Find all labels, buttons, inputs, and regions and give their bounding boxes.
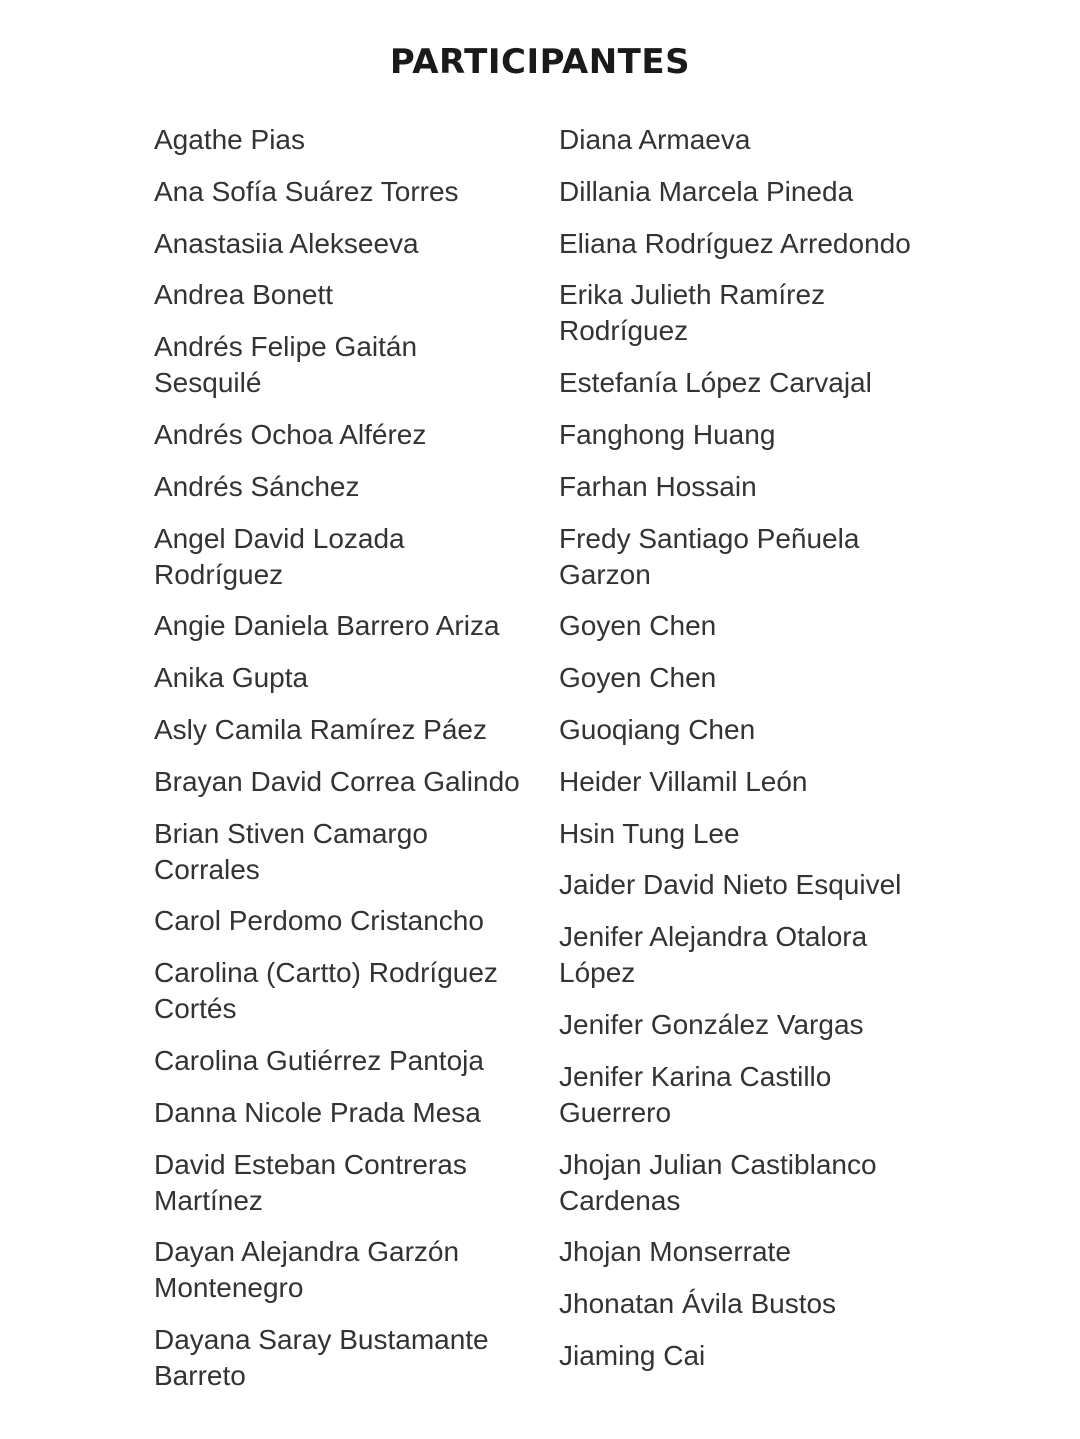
participant-name: Jhonatan Ávila Bustos bbox=[559, 1288, 837, 1320]
participant-name: Hsin Tung Lee bbox=[559, 817, 740, 849]
participant-name: Jiaming Cai bbox=[559, 1339, 706, 1371]
left-column bbox=[154, 122, 559, 1410]
participant-name: Carol Perdomo Cristancho bbox=[154, 905, 484, 937]
participant-name: Brian Stiven Camargo Corrales bbox=[154, 817, 428, 885]
participant-name: Andrés Ochoa Alférez bbox=[154, 418, 427, 450]
participant-name: Jenifer Karina Castillo Guerrero bbox=[559, 1060, 832, 1128]
participant-name: Jaider David Nieto Esquivel bbox=[559, 869, 902, 901]
participant-name: Farhan Hossain bbox=[559, 470, 757, 502]
participant-list-left bbox=[154, 122, 559, 1394]
participant-name: Anastasiia Alekseeva bbox=[154, 227, 419, 259]
participant-name: Jenifer Alejandra Otalora López bbox=[559, 921, 868, 989]
participant-name: Dayana Saray Bustamante Barreto bbox=[154, 1324, 489, 1392]
participant-name: Carolina (Cartto) Rodríguez Cortés bbox=[154, 957, 498, 1025]
participant-name: Erika Julieth Ramírez Rodríguez bbox=[559, 279, 826, 347]
participants-columns bbox=[154, 122, 954, 1410]
page-title: PARTICIPANTES bbox=[389, 42, 691, 82]
participant-name: Jhojan Julian Castiblanco Cardenas bbox=[559, 1148, 877, 1216]
participant-name: Heider Villamil León bbox=[559, 765, 808, 797]
participant-name: Guoqiang Chen bbox=[559, 713, 756, 745]
participant-name: Ana Sofía Suárez Torres bbox=[154, 175, 459, 207]
participant-name: Diana Armaeva bbox=[559, 124, 751, 155]
participant-name: Fanghong Huang bbox=[559, 418, 776, 450]
participant-name: Jhojan Monserrate bbox=[559, 1236, 791, 1268]
participant-name: Dillania Marcela Pineda bbox=[559, 175, 854, 207]
participant-name: Agathe Pias bbox=[154, 124, 305, 155]
participant-name: Andrea Bonett bbox=[154, 279, 334, 311]
participant-name: Angie Daniela Barrero Ariza bbox=[154, 610, 500, 642]
participant-list-right bbox=[559, 122, 954, 1374]
participant-name: Goyen Chen bbox=[559, 610, 717, 642]
participant-name: Anika Gupta bbox=[154, 662, 309, 694]
participant-name: Dayan Alejandra Garzón Montenegro bbox=[154, 1236, 460, 1304]
participant-name: Fredy Santiago Peñuela Garzon bbox=[559, 522, 860, 590]
participant-name: Estefanía López Carvajal bbox=[559, 367, 872, 399]
participant-name: Goyen Chen bbox=[559, 662, 717, 694]
participant-name: Danna Nicole Prada Mesa bbox=[154, 1096, 481, 1128]
participant-name: Jenifer González Vargas bbox=[559, 1008, 864, 1040]
participant-name: Angel David Lozada Rodríguez bbox=[154, 522, 405, 590]
participant-name: Carolina Gutiérrez Pantoja bbox=[154, 1044, 484, 1076]
participant-name: Andrés Felipe Gaitán Sesquilé bbox=[154, 331, 418, 399]
participant-name: Eliana Rodríguez Arredondo bbox=[559, 227, 911, 259]
participant-name: Asly Camila Ramírez Páez bbox=[154, 713, 487, 745]
participant-name: David Esteban Contreras Martínez bbox=[154, 1148, 467, 1216]
right-column bbox=[559, 122, 954, 1410]
participant-name: Brayan David Correa Galindo bbox=[154, 765, 520, 797]
participant-name: Andrés Sánchez bbox=[154, 470, 360, 502]
